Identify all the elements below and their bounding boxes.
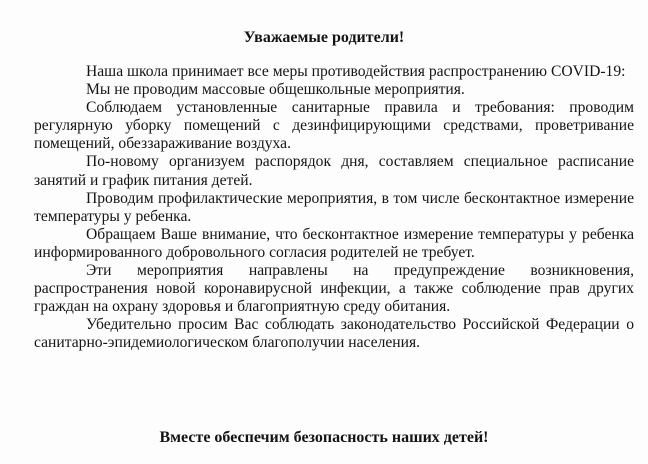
paragraph-request: Убедительно просим Вас соблюдать законодательство Российской Федерации о санитарно-эпидемиологическом благополучии населения. — [34, 316, 634, 352]
notice-title: Уважаемые родители! — [243, 29, 405, 46]
notice-body — [34, 63, 634, 353]
notice-closing: Вместе обеспечим безопасность наших детей! — [159, 429, 489, 446]
paragraph-intro: Наша школа принимает все меры противодействия распространению COVID-19: — [86, 63, 626, 80]
paragraph-preventive-measures: Проводим профилактические мероприятия, в том числе бесконтактное измерение температуры у ребенка. — [34, 189, 634, 225]
paragraph-daily-schedule: По-новому организуем распорядок дня, составляем специальное расписание занятий и график питания детей. — [34, 153, 634, 189]
paragraph-consent-note: Обращаем Ваше внимание, что бесконтактное измерение температуры у ребенка информированного добровольного согласия родителей не требует. — [34, 225, 634, 261]
paragraph-purpose: Эти мероприятия направлены на предупреждение возникновения, распространения новой коронавирусной инфекции, а также соблюдение прав других граждан на охрану здоровья и благоприятную среду обитания. — [34, 262, 634, 316]
paragraph-sanitary-rules: Соблюдаем установленные санитарные правила и требования: проводим регулярную уборку помещений с дезинфицирующими средствами, проветривание помещений, обеззараживание воздуха. — [34, 99, 634, 153]
paragraph-no-mass-events: Мы не проводим массовые общешкольные мероприятия. — [86, 81, 465, 99]
